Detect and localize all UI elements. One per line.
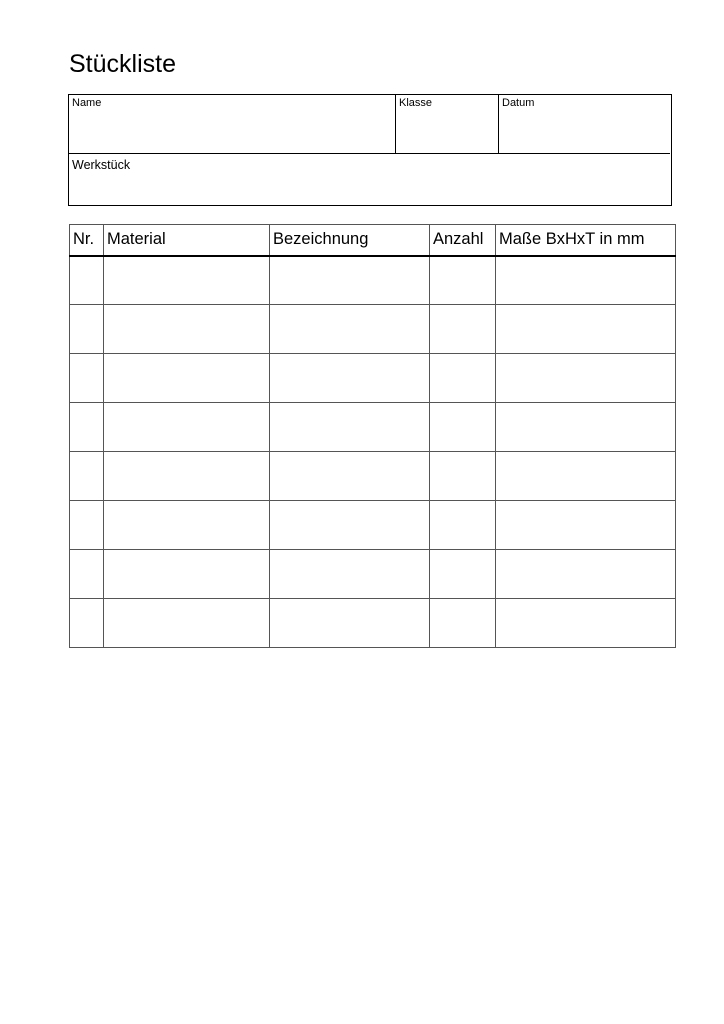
table-cell-anzahl[interactable] xyxy=(430,550,496,599)
column-header-anzahl: Anzahl xyxy=(430,225,496,256)
page-title: Stückliste xyxy=(69,50,176,78)
parts-table xyxy=(69,224,676,648)
table-cell-material[interactable] xyxy=(104,501,270,550)
werkstueck-field[interactable] xyxy=(69,154,670,204)
table-row xyxy=(70,305,676,354)
table-cell-material[interactable] xyxy=(104,256,270,305)
table-cell-material[interactable] xyxy=(104,452,270,501)
name-label: Name xyxy=(72,97,102,109)
table-cell-masse[interactable] xyxy=(496,599,676,648)
table-cell-bezeichnung[interactable] xyxy=(270,452,430,501)
table-cell-bezeichnung[interactable] xyxy=(270,305,430,354)
table-cell-masse[interactable] xyxy=(496,256,676,305)
table-cell-bezeichnung[interactable] xyxy=(270,256,430,305)
table-cell-masse[interactable] xyxy=(496,452,676,501)
table-cell-material[interactable] xyxy=(104,599,270,648)
table-header-row xyxy=(70,225,676,256)
column-header-material: Material xyxy=(104,225,270,256)
table-cell-nr[interactable] xyxy=(70,403,104,452)
table-cell-anzahl[interactable] xyxy=(430,305,496,354)
table-cell-bezeichnung[interactable] xyxy=(270,501,430,550)
table-cell-masse[interactable] xyxy=(496,354,676,403)
table-cell-masse[interactable] xyxy=(496,550,676,599)
table-cell-bezeichnung[interactable] xyxy=(270,354,430,403)
table-cell-nr[interactable] xyxy=(70,354,104,403)
table-cell-bezeichnung[interactable] xyxy=(270,550,430,599)
table-cell-anzahl[interactable] xyxy=(430,452,496,501)
table-cell-anzahl[interactable] xyxy=(430,354,496,403)
table-row xyxy=(70,501,676,550)
table-cell-nr[interactable] xyxy=(70,550,104,599)
table-row xyxy=(70,256,676,305)
table-cell-nr[interactable] xyxy=(70,599,104,648)
table-cell-anzahl[interactable] xyxy=(430,501,496,550)
table-cell-bezeichnung[interactable] xyxy=(270,403,430,452)
table-cell-material[interactable] xyxy=(104,550,270,599)
table-cell-nr[interactable] xyxy=(70,452,104,501)
table-row xyxy=(70,599,676,648)
table-cell-nr[interactable] xyxy=(70,501,104,550)
table-cell-nr[interactable] xyxy=(70,305,104,354)
klasse-label: Klasse xyxy=(399,97,433,109)
table-cell-masse[interactable] xyxy=(496,501,676,550)
table-cell-material[interactable] xyxy=(104,403,270,452)
column-header-masse: Maße BxHxT in mm xyxy=(496,225,676,256)
table-row xyxy=(70,452,676,501)
table-cell-bezeichnung[interactable] xyxy=(270,599,430,648)
werkstueck-label: Werkstück xyxy=(72,158,131,172)
datum-label: Datum xyxy=(502,97,535,109)
table-cell-anzahl[interactable] xyxy=(430,256,496,305)
column-header-bezeichnung: Bezeichnung xyxy=(270,225,430,256)
column-header-nr: Nr. xyxy=(70,225,104,256)
table-row xyxy=(70,403,676,452)
table-cell-anzahl[interactable] xyxy=(430,599,496,648)
table-cell-material[interactable] xyxy=(104,305,270,354)
table-row xyxy=(70,354,676,403)
klasse-field[interactable] xyxy=(396,95,499,154)
datum-field[interactable] xyxy=(499,95,670,154)
table-cell-masse[interactable] xyxy=(496,403,676,452)
table-cell-anzahl[interactable] xyxy=(430,403,496,452)
table-row xyxy=(70,550,676,599)
name-field[interactable] xyxy=(69,95,396,154)
table-cell-masse[interactable] xyxy=(496,305,676,354)
table-cell-nr[interactable] xyxy=(70,256,104,305)
table-cell-material[interactable] xyxy=(104,354,270,403)
info-box xyxy=(68,94,672,206)
